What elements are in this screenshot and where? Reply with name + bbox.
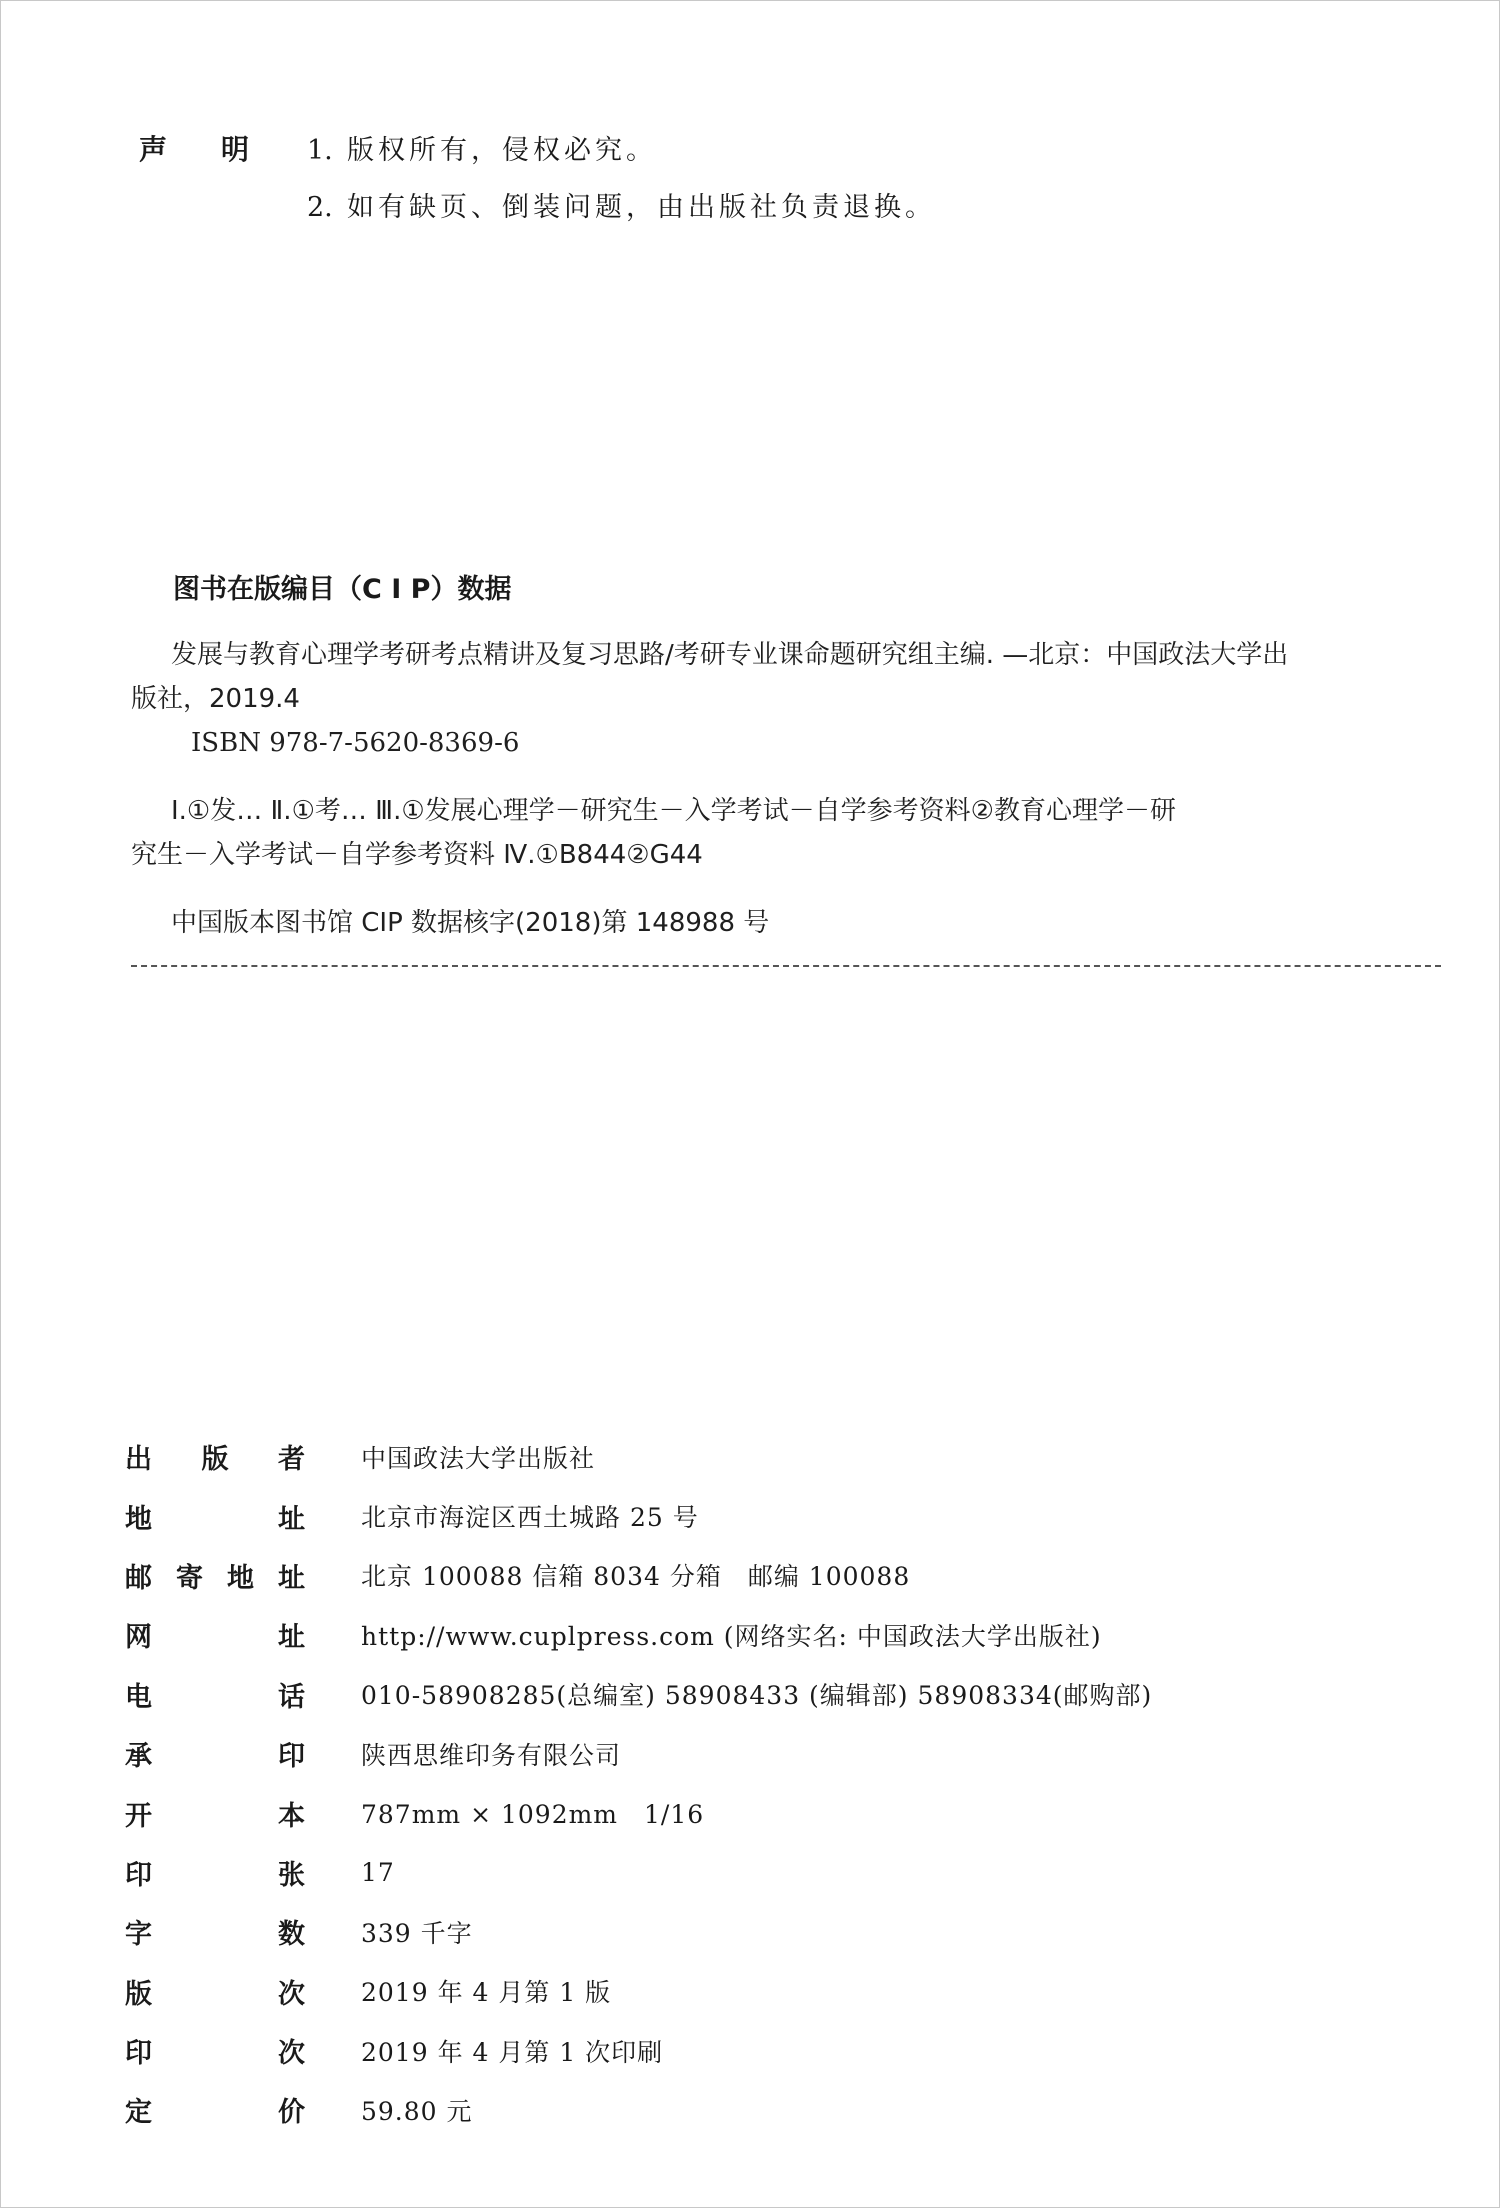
pub-label: 邮寄地址 bbox=[125, 1562, 305, 1594]
pub-value: 2019 年 4 月第 1 次印刷 bbox=[361, 2037, 664, 2067]
pub-label: 印次 bbox=[125, 2038, 305, 2070]
pub-row bbox=[125, 2021, 1385, 2080]
pub-value: 中国政法大学出版社 bbox=[361, 1443, 596, 1473]
publication-info bbox=[125, 1427, 1385, 2140]
pub-value: 陕西思维印务有限公司 bbox=[361, 1740, 622, 1770]
statement-section bbox=[139, 121, 1239, 237]
pub-row bbox=[125, 1843, 1385, 1902]
pub-row bbox=[125, 1724, 1385, 1783]
pub-label: 电话 bbox=[125, 1681, 305, 1713]
dashed-divider bbox=[131, 965, 1441, 967]
pub-label: 定价 bbox=[125, 2097, 305, 2129]
pub-label: 开本 bbox=[125, 1800, 305, 1832]
pub-value: 北京市海淀区西土城路 25 号 bbox=[361, 1503, 699, 1533]
pub-value: 北京 100088 信箱 8034 分箱 邮编 100088 bbox=[361, 1562, 911, 1592]
pub-label: 地址 bbox=[125, 1503, 305, 1535]
pub-value: 59.80 元 bbox=[361, 2096, 473, 2126]
cip-heading: 图书在版编目（C I P）数据 bbox=[173, 574, 512, 605]
pub-row bbox=[125, 1546, 1385, 1605]
pub-row bbox=[125, 1902, 1385, 1961]
statement-label: 声明 bbox=[139, 133, 304, 166]
statement-item-text: 版权所有，侵权必究。 bbox=[347, 135, 657, 166]
pub-label: 承印 bbox=[125, 1741, 305, 1773]
pub-label: 出版者 bbox=[125, 1444, 305, 1476]
pub-label: 网址 bbox=[125, 1622, 305, 1654]
pub-value: 339 千字 bbox=[361, 1918, 473, 1948]
statement-item-number: 2. bbox=[307, 192, 333, 223]
pub-row bbox=[125, 2080, 1385, 2139]
pub-label: 印张 bbox=[125, 1859, 305, 1891]
pub-row bbox=[125, 1605, 1385, 1664]
pub-row bbox=[125, 1427, 1385, 1486]
cip-title-line: 发展与教育心理学考研考点精讲及复习思路/考研专业课命题研究组主编. —北京：中国政法大学出 bbox=[171, 640, 1289, 670]
pub-row bbox=[125, 1962, 1385, 2021]
pub-value: 010-58908285(总编室) 58908433 (编辑部) 58908334(邮购部) bbox=[361, 1681, 1153, 1711]
pub-row bbox=[125, 1665, 1385, 1724]
cip-classification-line: 究生－入学考试－自学参考资料 Ⅳ.①B844②G44 bbox=[131, 840, 703, 870]
pub-value-website: http://www.cuplpress.com (网络实名: 中国政法大学出版社) bbox=[361, 1621, 1102, 1651]
pub-value: 2019 年 4 月第 1 版 bbox=[361, 1978, 612, 2008]
pub-row bbox=[125, 1486, 1385, 1545]
cip-record-number: 中国版本图书馆 CIP 数据核字(2018)第 148988 号 bbox=[171, 908, 770, 938]
cip-title-line: 版社，2019.4 bbox=[131, 684, 300, 714]
cip-isbn: ISBN 978-7-5620-8369-6 bbox=[191, 728, 520, 758]
statement-item-text: 如有缺页、倒装问题，由出版社负责退换。 bbox=[347, 192, 936, 223]
cip-classification-line: Ⅰ.①发… Ⅱ.①考… Ⅲ.①发展心理学－研究生－入学考试－自学参考资料②教育心理学－研 bbox=[171, 796, 1176, 826]
pub-value: 17 bbox=[361, 1857, 395, 1887]
cip-record bbox=[131, 633, 1451, 945]
statement-row-2 bbox=[139, 179, 1239, 237]
statement-row-1 bbox=[139, 121, 1239, 179]
pub-value: 787mm × 1092mm 1/16 bbox=[361, 1800, 705, 1830]
pub-label: 字数 bbox=[125, 1919, 305, 1951]
statement-item-number: 1. bbox=[307, 135, 333, 166]
pub-row bbox=[125, 1783, 1385, 1842]
pub-label: 版次 bbox=[125, 1978, 305, 2010]
